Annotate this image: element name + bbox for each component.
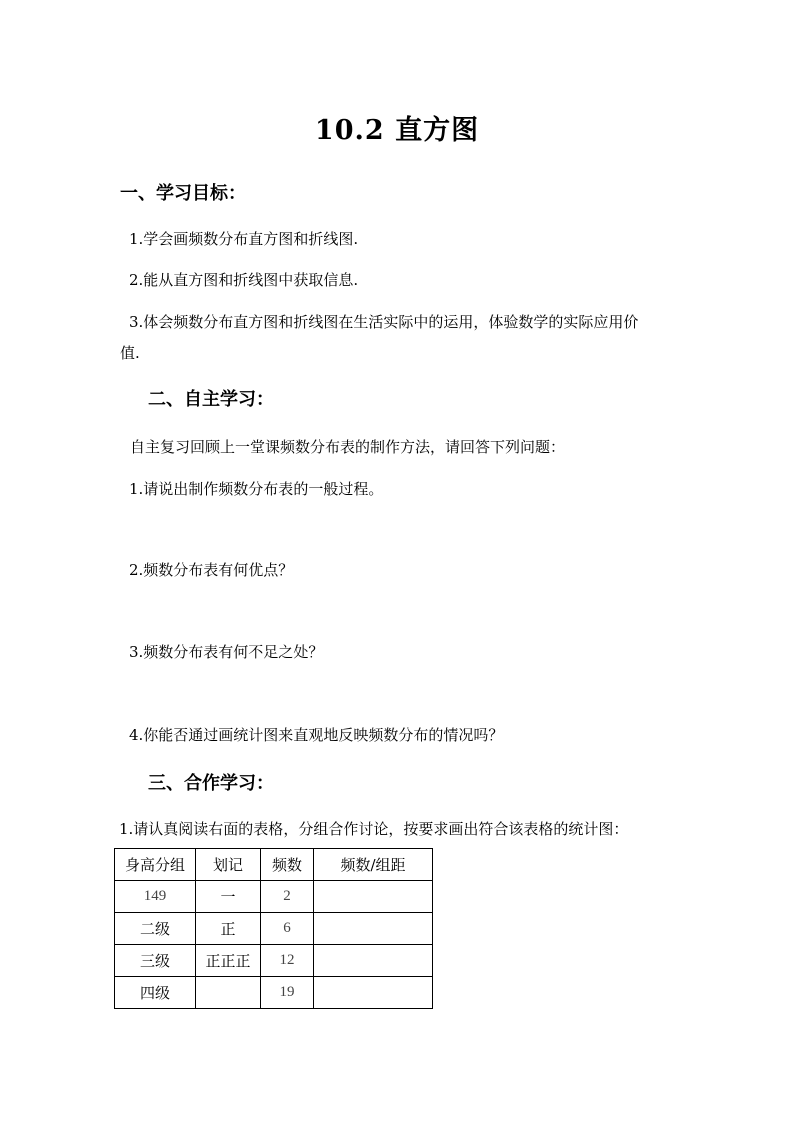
table-cell: 一 bbox=[196, 881, 261, 913]
table-header-cell: 划记 bbox=[196, 849, 261, 881]
table-row bbox=[115, 945, 433, 977]
table-row bbox=[115, 913, 433, 945]
table-cell: 12 bbox=[261, 945, 314, 977]
table-header-cell: 身高分组 bbox=[115, 849, 196, 881]
question-item: 3.频数分布表有何不足之处？ bbox=[129, 643, 324, 661]
table-cell: 四级 bbox=[115, 977, 196, 1009]
table-cell: 正正正 bbox=[196, 945, 261, 977]
table-row bbox=[115, 977, 433, 1009]
section-heading-cooperative: 三、合作学习： bbox=[148, 773, 274, 794]
question-item: 4.你能否通过画统计图来直观地反映频数分布的情况吗？ bbox=[129, 726, 504, 744]
section-heading-self-study: 二、自主学习： bbox=[148, 389, 274, 410]
goal-item-continuation: 值. bbox=[120, 344, 140, 362]
table-row bbox=[115, 881, 433, 913]
table-header-cell: 频数 bbox=[261, 849, 314, 881]
table-cell: 19 bbox=[261, 977, 314, 1009]
table-cell: 三级 bbox=[115, 945, 196, 977]
table-cell bbox=[314, 945, 433, 977]
table-cell: 6 bbox=[261, 913, 314, 945]
table-cell bbox=[314, 977, 433, 1009]
page-title: 10.2 直方图 bbox=[314, 115, 480, 146]
goal-item: 2.能从直方图和折线图中获取信息. bbox=[129, 271, 359, 289]
table-cell bbox=[314, 881, 433, 913]
table-cell bbox=[196, 977, 261, 1009]
cooperative-task: 1.请认真阅读右面的表格，分组合作讨论，按要求画出符合该表格的统计图： bbox=[119, 820, 629, 838]
question-item: 2.频数分布表有何优点？ bbox=[129, 561, 294, 579]
table-header-row bbox=[115, 849, 433, 881]
table-header-cell: 频数/组距 bbox=[314, 849, 433, 881]
table-cell: 2 bbox=[261, 881, 314, 913]
table-cell: 二级 bbox=[115, 913, 196, 945]
question-item: 1.请说出制作频数分布表的一般过程。 bbox=[129, 480, 384, 498]
frequency-table bbox=[114, 848, 433, 1009]
table-cell: 正 bbox=[196, 913, 261, 945]
goal-item: 1.学会画频数分布直方图和折线图. bbox=[129, 230, 359, 248]
table-cell bbox=[314, 913, 433, 945]
goal-item: 3.体会频数分布直方图和折线图在生活实际中的运用，体验数学的实际应用价 bbox=[129, 313, 639, 331]
table-cell: 149 bbox=[115, 881, 196, 913]
section-heading-goals: 一、学习目标： bbox=[120, 183, 246, 204]
self-study-intro: 自主复习回顾上一堂课频数分布表的制作方法，请回答下列问题： bbox=[130, 438, 566, 456]
